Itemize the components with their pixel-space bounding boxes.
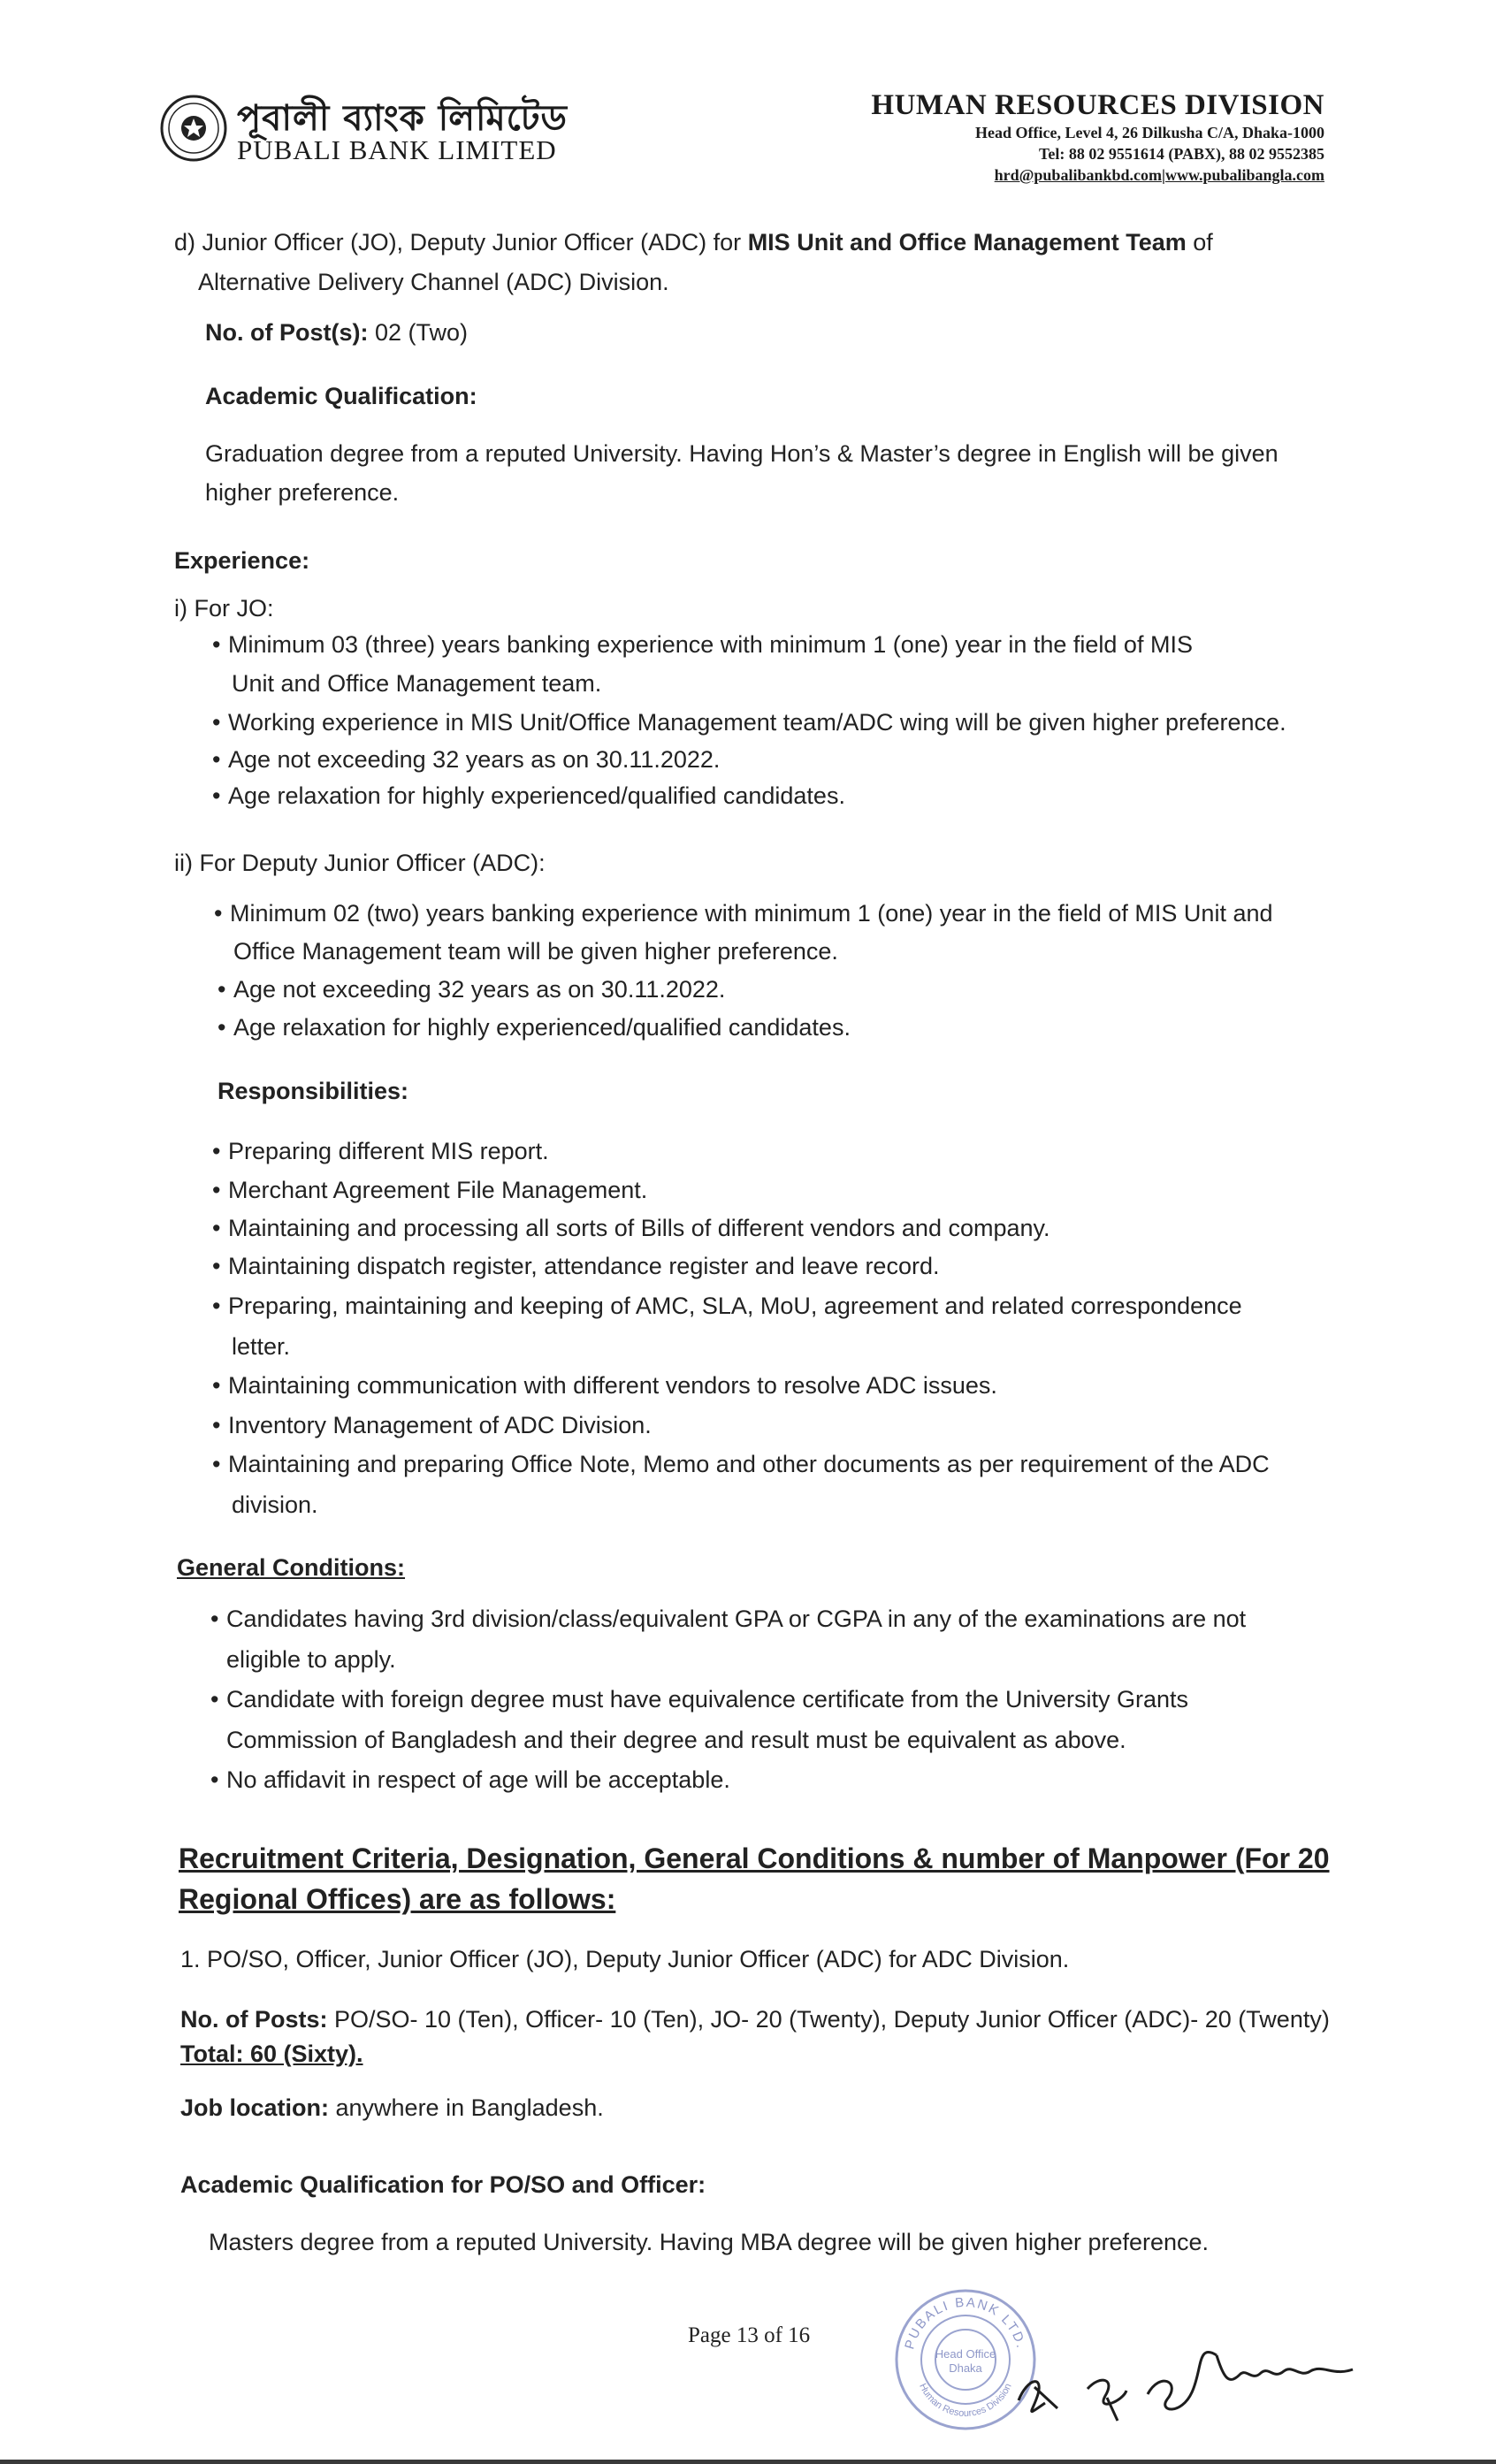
jo-bullet: • Age not exceeding 32 years as on 30.11.2022.: [212, 740, 720, 779]
academic-heading: Academic Qualification:: [205, 383, 477, 409]
job-location-label: Job location:: [180, 2094, 329, 2121]
bank-name-bangla: পূবালী ব্যাংক লিমিটেড: [237, 98, 568, 139]
djo-bullet: • Age relaxation for highly experienced/qualified candidates.: [218, 1008, 851, 1047]
handwritten-signatures: [1008, 2316, 1362, 2440]
jo-bullet: • Minimum 03 (three) years banking experience with minimum 1 (one) year in the field of MIS: [212, 625, 1193, 664]
academic-text: Graduation degree from a reputed University. Having Hon’s & Master’s degree in English will be given: [205, 440, 1278, 467]
regional-total: Total: 60 (Sixty).: [180, 2041, 363, 2067]
stamp-center-line2: Dhaka: [949, 2361, 982, 2375]
responsibility-item: • Maintaining and processing all sorts of Bills of different vendors and company.: [212, 1209, 1050, 1247]
djo-bullet: • Age not exceeding 32 years as on 30.11.2022.: [218, 970, 725, 1009]
hr-division-block: [871, 88, 1324, 186]
jo-bullet: • Working experience in MIS Unit/Office Management team/ADC wing will be given higher preference.: [212, 703, 1286, 742]
experience-heading: Experience:: [174, 547, 310, 574]
jo-heading: i) For JO:: [174, 595, 274, 622]
email-link[interactable]: hrd@pubalibankbd.com: [994, 166, 1162, 184]
general-condition-cont: Commission of Bangladesh and their degree and result must be equivalent as above.: [226, 1727, 1126, 1753]
general-condition: • Candidate with foreign degree must have equivalence certificate from the University Grants: [210, 1680, 1188, 1719]
jo-bullet: • Age relaxation for highly experienced/qualified candidates.: [212, 776, 845, 815]
website-link[interactable]: www.pubalibangla.com: [1164, 166, 1324, 184]
bank-seal-icon: [159, 94, 228, 163]
phone-numbers: Tel: 88 02 9551614 (PABX), 88 02 9552385: [1039, 145, 1324, 163]
responsibility-item: • Maintaining communication with different vendors to resolve ADC issues.: [212, 1366, 997, 1405]
responsibility-item: • Maintaining dispatch register, attendance register and leave record.: [212, 1247, 939, 1285]
regional-heading-cont: Regional Offices) are as follows:: [179, 1883, 616, 1915]
contact-links: [871, 164, 1324, 186]
head-office-address: Head Office, Level 4, 26 Dilkusha C/A, Dhaka-1000: [974, 124, 1324, 141]
general-condition: • Candidates having 3rd division/class/equivalent GPA or CGPA in any of the examinations are not: [210, 1599, 1246, 1638]
bottom-border: [0, 2460, 1496, 2464]
stamp-center-line1: Head Office: [935, 2347, 996, 2361]
jo-bullet-cont: Unit and Office Management team.: [232, 670, 602, 697]
responsibility-item: • Maintaining and preparing Office Note, Memo and other documents as per requirement of the ADC: [212, 1445, 1270, 1484]
posts-label: No. of Post(s):: [205, 319, 369, 346]
division-title: HUMAN RESOURCES DIVISION: [871, 89, 1324, 121]
regional-academic-text: Masters degree from a reputed University. Having MBA degree will be given higher preference.: [209, 2229, 1210, 2255]
responsibility-item: • Inventory Management of ADC Division.: [212, 1406, 652, 1445]
academic-text-cont: higher preference.: [205, 479, 400, 506]
responsibility-item-cont: division.: [232, 1491, 318, 1518]
general-conditions-heading: General Conditions:: [177, 1554, 406, 1581]
link-separator: |: [1161, 166, 1165, 184]
regional-posts-line: [180, 2000, 1330, 2039]
responsibility-item: • Preparing, maintaining and keeping of AMC, SLA, MoU, agreement and related correspondence: [212, 1286, 1242, 1325]
bank-logo: [159, 88, 575, 172]
job-location-value: anywhere in Bangladesh.: [329, 2094, 604, 2121]
job-location-line: [180, 2088, 604, 2127]
posts-line: [205, 313, 468, 352]
djo-bullet-cont: Office Management team will be given higher preference.: [233, 938, 838, 965]
regional-heading: Recruitment Criteria, Designation, General Conditions & number of Manpower (For 20: [179, 1842, 1330, 1874]
regional-academic-heading: Academic Qualification for PO/SO and Officer:: [180, 2171, 706, 2198]
djo-bullet: • Minimum 02 (two) years banking experience with minimum 1 (one) year in the field of MIS Unit and: [214, 894, 1273, 933]
responsibility-item: • Merchant Agreement File Management.: [212, 1171, 647, 1209]
section-d-title-line2: Alternative Delivery Channel (ADC) Division.: [198, 269, 669, 295]
section-d-title: [174, 223, 1213, 262]
section-d-suffix: of: [1186, 229, 1213, 256]
regional-posts-value: PO/SO- 10 (Ten), Officer- 10 (Ten), JO- 20 (Twenty), Deputy Junior Officer (ADC)- 20 (Twenty): [327, 2006, 1330, 2033]
general-condition-cont: eligible to apply.: [226, 1646, 396, 1673]
stamp-top-text: PUBALI BANK LTD.: [902, 2294, 1029, 2352]
responsibilities-heading: Responsibilities:: [218, 1078, 409, 1104]
responsibility-item-cont: letter.: [232, 1333, 291, 1360]
posts-value: 02 (Two): [368, 319, 469, 346]
stamp-bottom-text: Human Resources Division: [917, 2382, 1014, 2420]
section-d-prefix: d) Junior Officer (JO), Deputy Junior Officer (ADC) for: [174, 229, 748, 256]
regional-item-1: 1. PO/SO, Officer, Junior Officer (JO), Deputy Junior Officer (ADC) for ADC Division.: [180, 1946, 1070, 1972]
djo-heading: ii) For Deputy Junior Officer (ADC):: [174, 850, 546, 876]
section-d-unit: MIS Unit and Office Management Team: [747, 229, 1187, 256]
regional-posts-label: No. of Posts:: [180, 2006, 328, 2033]
page-number: Page 13 of 16: [688, 2323, 811, 2347]
general-condition: • No affidavit in respect of age will be acceptable.: [210, 1760, 730, 1799]
bank-name-english: PUBALI BANK LIMITED: [237, 134, 557, 165]
responsibility-item: • Preparing different MIS report.: [212, 1132, 549, 1171]
